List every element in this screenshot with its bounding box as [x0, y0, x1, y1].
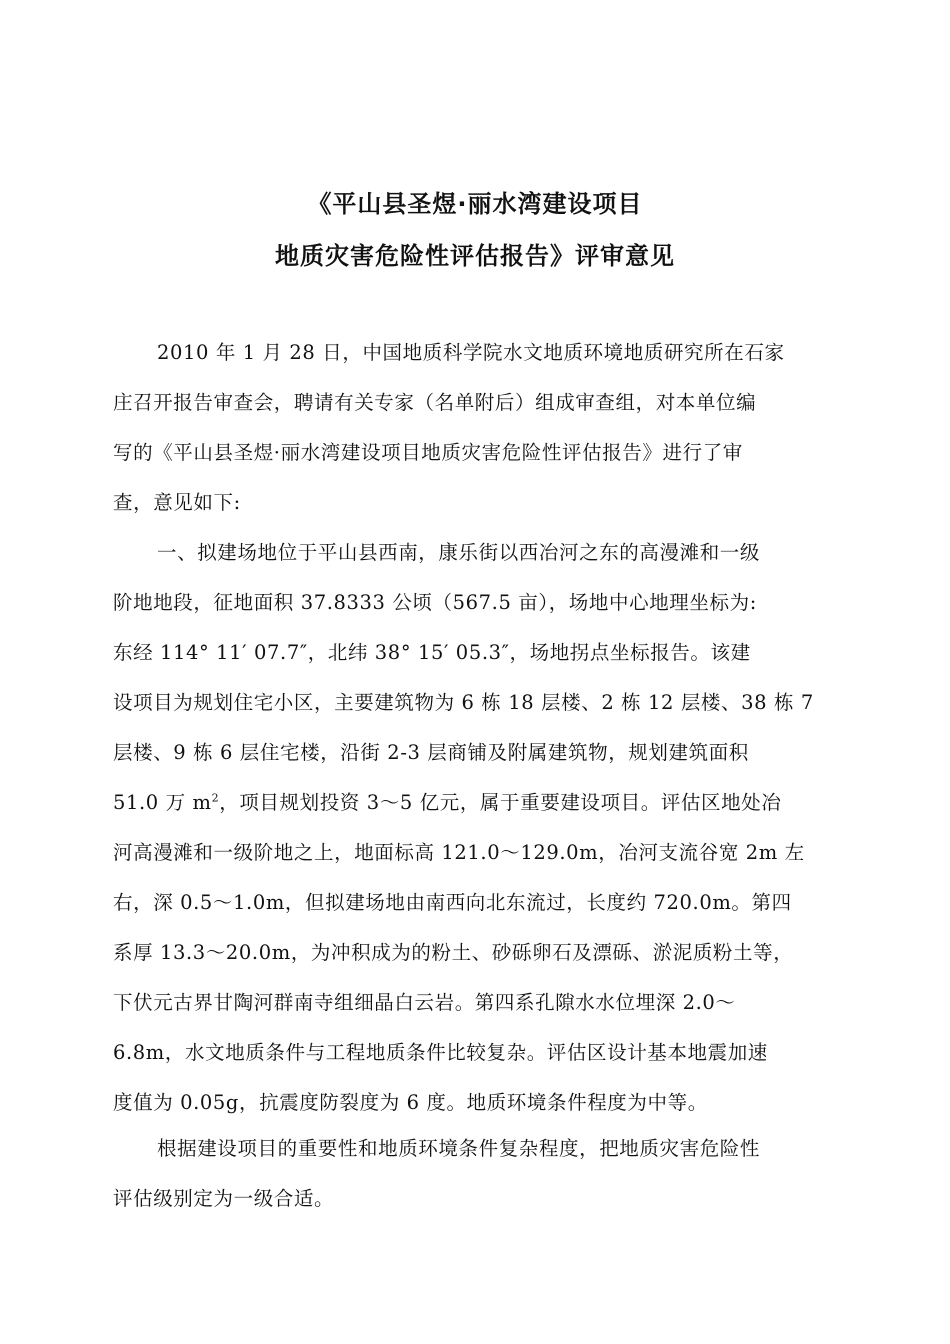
paragraph-line: 一、拟建场地位于平山县西南，康乐街以西冶河之东的高漫滩和一级	[157, 541, 761, 564]
paragraph-line: 6.8m，水文地质条件与工程地质条件比较复杂。评估区设计基本地震加速	[113, 1041, 768, 1064]
paragraph-line-with-superscript	[113, 778, 843, 828]
paragraph-line: 写的《平山县圣煜·丽水湾建设项目地质灾害危险性评估报告》进行了审	[113, 441, 743, 464]
paragraph-line: 查，意见如下:	[113, 491, 241, 514]
paragraph-line: 庄召开报告审查会，聘请有关专家（名单附后）组成审查组，对本单位编	[113, 391, 757, 414]
report-title-line-2: 地质灾害危险性评估报告》评审意见	[275, 242, 675, 270]
superscript: 2	[211, 791, 220, 805]
paragraph-line-rest: ，项目规划投资 3～5 亿元，属于重要建设项目。评估区地处冶	[219, 791, 782, 814]
area-value-text: 51.0 万 m	[113, 791, 212, 814]
paragraph-site-description	[113, 528, 843, 1128]
paragraph-assessment-level	[113, 1124, 843, 1224]
paragraph-line: 右，深 0.5～1.0m，但拟建场地由南西向北东流过，长度约 720.0m。第四	[113, 891, 792, 914]
paragraph-line: 评估级别定为一级合适。	[113, 1187, 335, 1210]
paragraph-line: 2010 年 1 月 28 日，中国地质科学院水文地质环境地质研究所在石家	[157, 341, 785, 364]
paragraph-line: 东经 114° 11′ 07.7″，北纬 38° 15′ 05.3″，场地拐点坐标报告。该建	[113, 641, 751, 664]
paragraph-line: 河高漫滩和一级阶地之上，地面标高 121.0～129.0m，冶河支流谷宽 2m 左	[113, 841, 805, 864]
paragraph-line: 层楼、9 栋 6 层住宅楼，沿街 2-3 层商铺及附属建筑物，规划建筑面积	[113, 741, 749, 764]
paragraph-line: 阶地地段，征地面积 37.8333 公顷（567.5 亩），场地中心地理坐标为:	[113, 591, 757, 614]
report-title-line-1: 《平山县圣煜·丽水湾建设项目	[307, 190, 643, 218]
paragraph-line: 下伏元古界甘陶河群南寺组细晶白云岩。第四系孔隙水水位埋深 2.0～	[113, 991, 736, 1014]
paragraph-line: 根据建设项目的重要性和地质环境条件复杂程度，把地质灾害危险性	[157, 1137, 761, 1160]
paragraph-intro	[113, 328, 843, 528]
paragraph-line: 度值为 0.05g，抗震度防裂度为 6 度。地质环境条件程度为中等。	[113, 1091, 708, 1114]
paragraph-line: 设项目为规划住宅小区，主要建筑物为 6 栋 18 层楼、2 栋 12 层楼、38 栋 7	[113, 691, 814, 714]
paragraph-line: 系厚 13.3～20.0m，为冲积成为的粉土、砂砾卵石及漂砾、淤泥质粉土等，	[113, 941, 794, 964]
